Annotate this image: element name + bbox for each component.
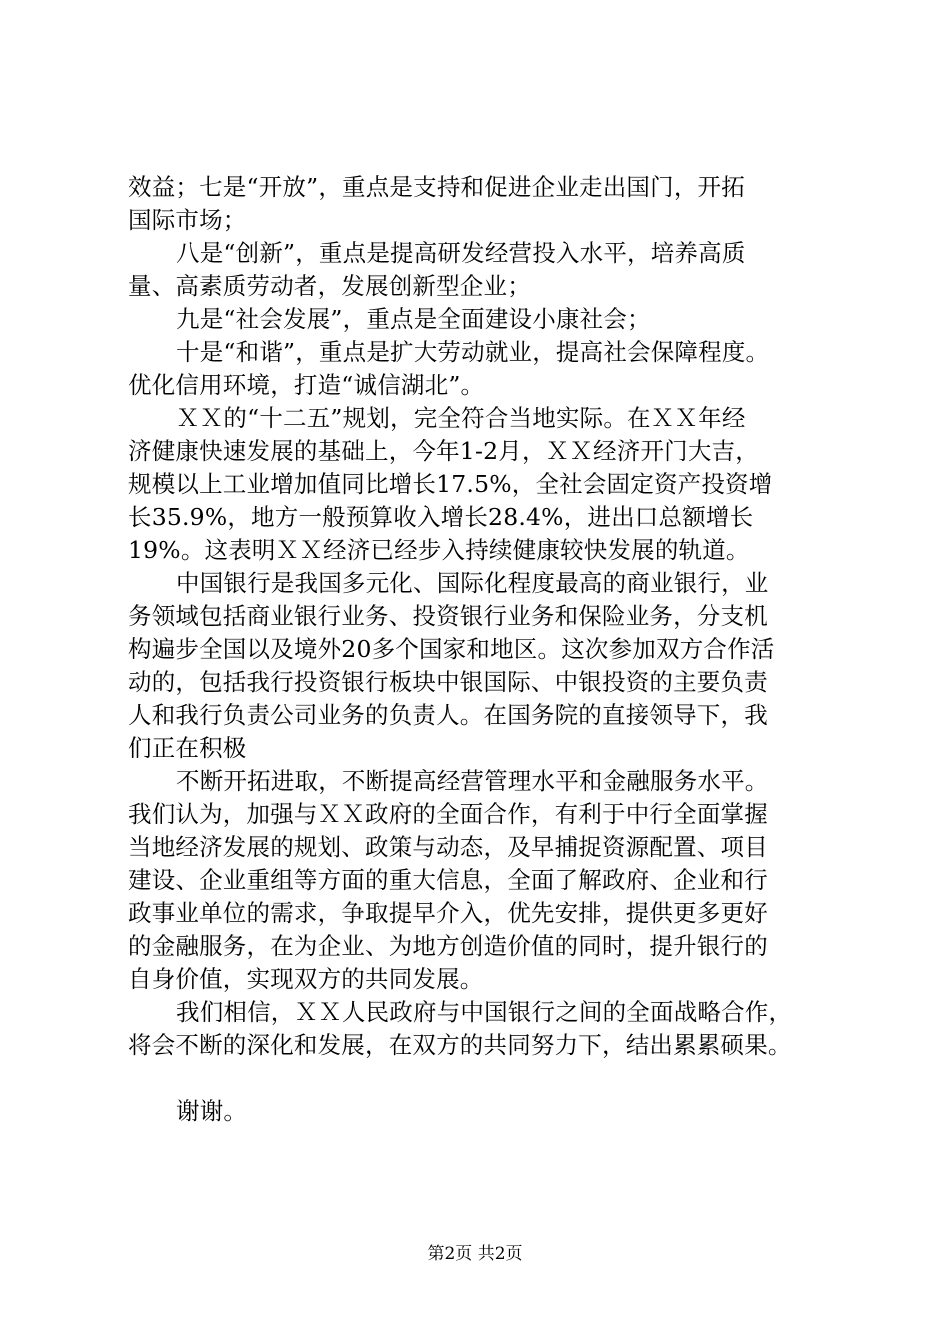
text-line: 长35.9%，地方一般预算收入增长28.4%，进出口总额增长: [128, 503, 754, 531]
text-line: 八是“创新”，重点是提高研发经营投入水平，培养高质: [176, 239, 746, 267]
text-line: 自身价值，实现双方的共同发展。: [128, 965, 484, 993]
text-line: 将会不断的深化和发展，在双方的共同努力下，结出累累硕果。: [128, 1031, 792, 1059]
text-line: 我们相信，ＸＸ人民政府与中国银行之间的全面战略合作，: [176, 998, 793, 1026]
text-line: 量、高素质劳动者，发展创新型企业；: [128, 272, 531, 300]
body-text: [128, 171, 848, 1128]
text-line: 的金融服务，在为企业、为地方创造价值的同时，提升银行的: [128, 932, 768, 960]
paragraph-gap: [128, 1062, 848, 1095]
text-line: 不断开拓进取，不断提高经营管理水平和金融服务水平。: [176, 767, 769, 795]
text-line: 政事业单位的需求，争取提早介入，优先安排，提供更多更好: [128, 899, 768, 927]
text-line: 规模以上工业增加值同比增长17.5%，全社会固定资产投资增: [128, 470, 773, 498]
text-line: 动的，包括我行投资银行板块中银国际、中银投资的主要负责: [128, 668, 768, 696]
text-line: 效益；七是“开放”，重点是支持和促进企业走出国门，开拓: [128, 173, 745, 201]
text-line: 中国银行是我国多元化、国际化程度最高的商业银行，业: [176, 569, 769, 597]
text-line: 们正在积极: [128, 734, 247, 762]
closing-line: 谢谢。: [176, 1097, 248, 1125]
text-line: 当地经济发展的规划、政策与动态，及早捕捉资源配置、项目: [128, 833, 768, 861]
text-line: 国际市场；: [128, 206, 247, 234]
text-line: 务领域包括商业银行业务、投资银行业务和保险业务，分支机: [128, 602, 768, 630]
text-line: 济健康快速发展的基础上，今年1-2月，ＸＸ经济开门大吉，: [128, 437, 759, 465]
text-line: 优化信用环境，打造“诚信湖北”。: [128, 371, 485, 399]
text-line: 构遍步全国以及境外20多个国家和地区。这次参加双方合作活: [128, 635, 775, 663]
text-line: 人和我行负责公司业务的负责人。在国务院的直接领导下，我: [128, 701, 768, 729]
text-line: 十是“和谐”，重点是扩大劳动就业，提高社会保障程度。: [176, 338, 770, 366]
text-line: ＸＸ的“十二五”规划，完全符合当地实际。在ＸＸ年经: [176, 404, 746, 432]
text-line: 19%。这表明ＸＸ经济已经步入持续健康较快发展的轨道。: [128, 536, 750, 564]
text-line: 我们认为，加强与ＸＸ政府的全面合作，有利于中行全面掌握: [128, 800, 768, 828]
page-footer: 第2页 共2页: [427, 1244, 523, 1264]
text-line: 建设、企业重组等方面的重大信息，全面了解政府、企业和行: [128, 866, 768, 894]
text-line: 九是“社会发展”，重点是全面建设小康社会；: [176, 305, 651, 333]
